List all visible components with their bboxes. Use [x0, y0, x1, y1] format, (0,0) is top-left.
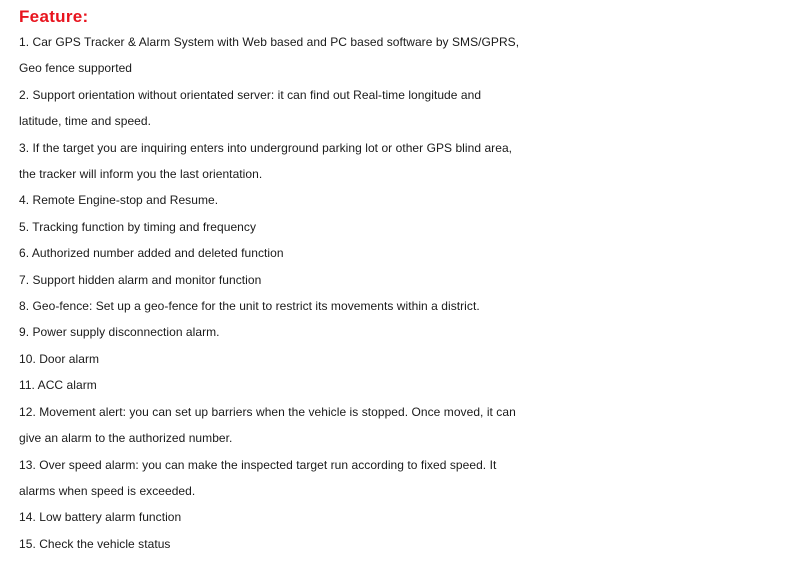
feature-line: 4. Remote Engine-stop and Resume. [19, 193, 219, 208]
feature-line: 8. Geo-fence: Set up a geo-fence for the unit to restrict its movements within a district. [19, 299, 480, 314]
feature-line: 14. Low battery alarm function [19, 510, 182, 525]
feature-line: 15. Check the vehicle status [19, 536, 171, 551]
feature-line: alarms when speed is exceeded. [19, 483, 196, 498]
feature-line: Geo fence supported [19, 61, 133, 76]
feature-heading: Feature: [19, 7, 89, 26]
feature-line: 7. Support hidden alarm and monitor function [19, 272, 262, 287]
feature-line: 9. Power supply disconnection alarm. [19, 325, 220, 340]
feature-line: 6. Authorized number added and deleted function [19, 246, 284, 261]
feature-line: 2. Support orientation without orientated server: it can find out Real-time longitude and [19, 87, 482, 102]
feature-line: 3. If the target you are inquiring enters into underground parking lot or other GPS blind area, [19, 140, 513, 155]
feature-line: 12. Movement alert: you can set up barriers when the vehicle is stopped. Once moved, it can [19, 404, 516, 419]
feature-line: 13. Over speed alarm: you can make the inspected target run according to fixed speed. It [19, 457, 497, 472]
feature-line: 10. Door alarm [19, 351, 100, 366]
feature-line: the tracker will inform you the last orientation. [19, 167, 263, 182]
feature-line: 5. Tracking function by timing and frequency [19, 219, 256, 234]
feature-line: 11. ACC alarm [19, 378, 97, 393]
feature-line: latitude, time and speed. [19, 114, 152, 129]
feature-line: give an alarm to the authorized number. [19, 431, 233, 446]
feature-line: 1. Car GPS Tracker & Alarm System with Web based and PC based software by SMS/GPRS, [19, 35, 520, 49]
feature-list [19, 29, 790, 557]
